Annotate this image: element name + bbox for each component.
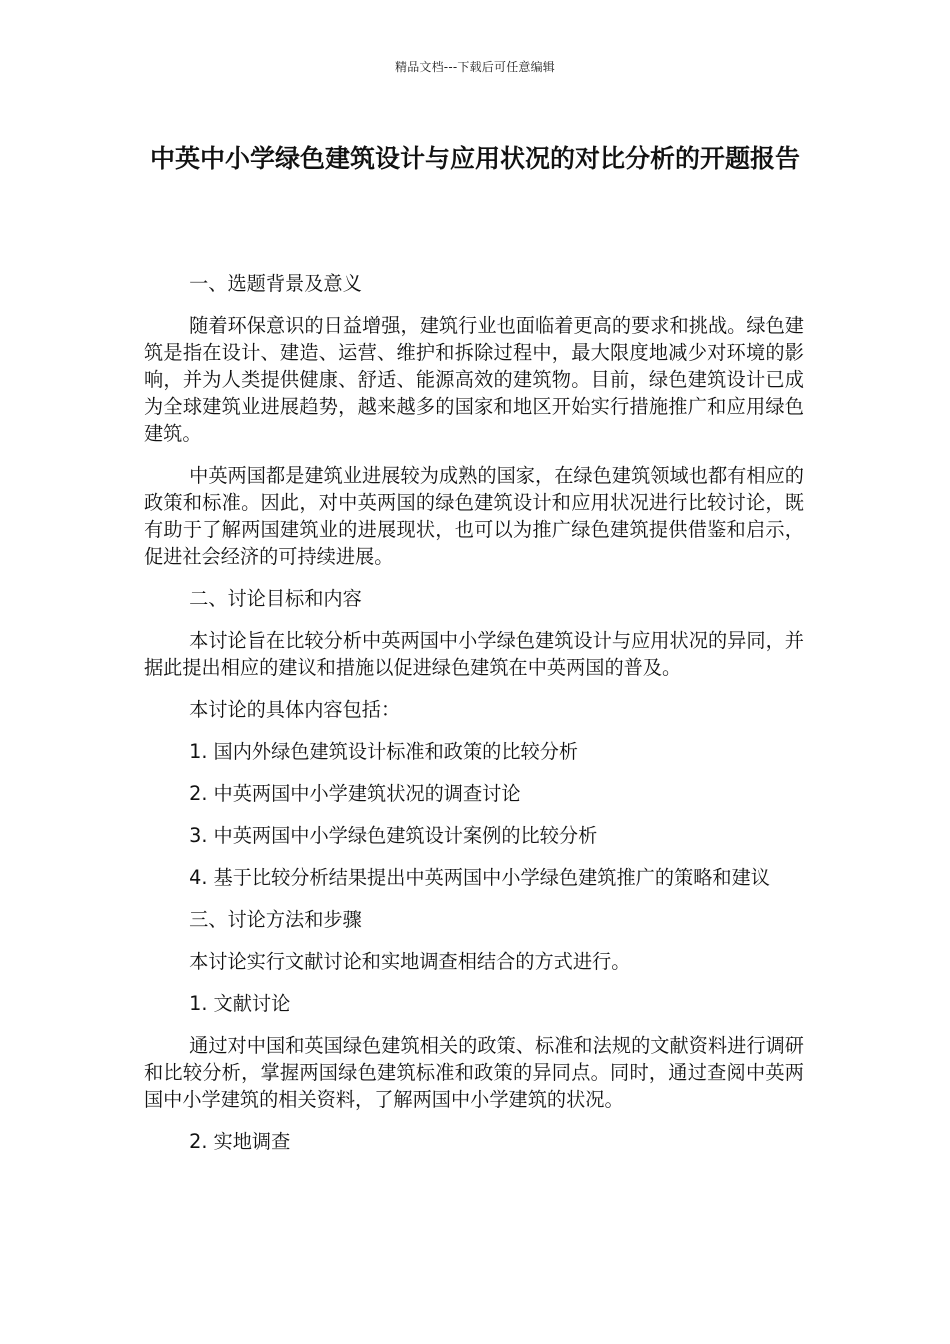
header-note: 精品文档---下载后可任意编辑 xyxy=(395,60,555,74)
document-body xyxy=(144,270,804,1170)
section-heading-background: 一、选题背景及意义 xyxy=(189,272,362,295)
paragraph-goals-2: 本讨论的具体内容包括： xyxy=(189,698,401,721)
list-item-goals-4: 4. 基于比较分析结果提出中英两国中小学绿色建筑推广的策略和建议 xyxy=(189,866,770,889)
list-item-methods-2: 2. 实地调查 xyxy=(189,1130,291,1153)
list-item-goals-3: 3. 中英两国中小学绿色建筑设计案例的比较分析 xyxy=(189,824,598,847)
paragraph-background-1: 随着环保意识的日益增强，建筑行业也面临着更高的要求和挑战。绿色建筑是指在设计、建造、运营、维护和拆除过程中，最大限度地减少对环境的影响，并为人类提供健康、舒适、能源高效的建筑物。目前，绿色建筑设计已成为全球建筑业进展趋势，越来越多的国家和地区开始实行措施推广和应用绿色建筑。 xyxy=(144,314,804,445)
paragraph-goals-1: 本讨论旨在比较分析中英两国中小学绿色建筑设计与应用状况的异同，并据此提出相应的建议和措施以促进绿色建筑在中英两国的普及。 xyxy=(144,629,804,679)
document-title: 中英中小学绿色建筑设计与应用状况的对比分析的开题报告 xyxy=(149,144,800,173)
paragraph-methods-1: 本讨论实行文献讨论和实地调查相结合的方式进行。 xyxy=(189,950,631,973)
section-heading-goals: 二、讨论目标和内容 xyxy=(189,587,362,610)
list-item-methods-1: 1. 文献讨论 xyxy=(189,992,291,1015)
list-item-goals-2: 2. 中英两国中小学建筑状况的调查讨论 xyxy=(189,782,521,805)
list-item-goals-1: 1. 国内外绿色建筑设计标准和政策的比较分析 xyxy=(189,740,579,763)
section-heading-methods: 三、讨论方法和步骤 xyxy=(189,908,362,931)
paragraph-background-2: 中英两国都是建筑业进展较为成熟的国家，在绿色建筑领域也都有相应的政策和标准。因此，对中英两国的绿色建筑设计和应用状况进行比较讨论，既有助于了解两国建筑业的进展现状，也可以为推广绿色建筑提供借鉴和启示，促进社会经济的可持续进展。 xyxy=(144,464,804,568)
paragraph-methods-2: 通过对中国和英国绿色建筑相关的政策、标准和法规的文献资料进行调研和比较分析，掌握两国绿色建筑标准和政策的异同点。同时，通过查阅中英两国中小学建筑的相关资料，了解两国中小学建筑的状况。 xyxy=(144,1034,804,1111)
